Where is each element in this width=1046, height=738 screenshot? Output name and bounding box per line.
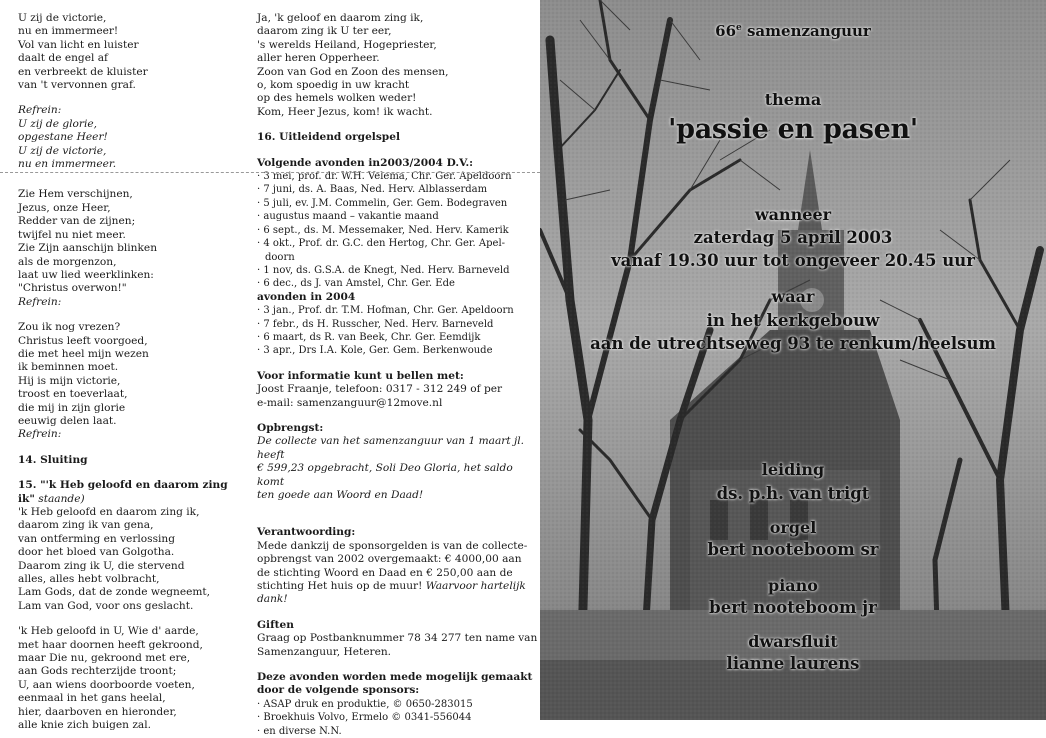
subheading: avonden in 2004: [257, 290, 356, 303]
song-note: staande): [38, 492, 85, 505]
section-heading: Giften: [257, 618, 294, 631]
list-item: · 6 dec., ds J. van Amstel, Chr. Ger. Ede: [257, 278, 455, 290]
list-item: · 3 mei, prof. dr. W.H. Velema, Chr. Ger. Apeldoorn: [257, 171, 512, 183]
text-line: ik beminnen moet.: [18, 361, 119, 374]
text-line: Zou ik nog vrezen?: [18, 321, 121, 334]
venue-address: aan de utrechtseweg 93 te renkum/heelsum: [590, 334, 996, 353]
text-line: alle knie zich buigen zal.: [18, 719, 151, 732]
pianist-name: bert nooteboom jr: [709, 598, 877, 617]
flute-label: dwarsfluit: [748, 632, 838, 651]
lead-label: leiding: [761, 460, 825, 479]
text-line: U, aan wiens doorboorde voeten,: [18, 678, 195, 691]
dates-2004-list: [257, 304, 539, 358]
refrain-label: Refrein:: [18, 428, 62, 441]
theme-title: 'passie en pasen': [668, 114, 918, 145]
flutist-name: lianne laurens: [726, 654, 860, 673]
text-line: daarom zing ik van gena,: [18, 519, 154, 532]
text-line: o, kom spoedig in uw kracht: [257, 79, 410, 92]
text-line: Redder van de zijnen;: [18, 215, 136, 228]
text-line: Kom, Heer Jezus, kom! ik wacht.: [257, 105, 433, 118]
list-item: · ASAP druk en produktie, © 0650-283015: [257, 698, 473, 710]
list-item: · 7 febr., ds H. Russcher, Ned. Herv. Barneveld: [257, 318, 494, 330]
yield-text: [257, 435, 539, 502]
song-15-verse-2: [18, 625, 243, 732]
when-label: wanneer: [754, 205, 832, 224]
text-line: 'k Heb geloofd en daarom zing ik,: [18, 506, 200, 518]
refrain-1: [18, 104, 243, 171]
text-line: Refrein:: [18, 104, 62, 117]
list-item: · 5 juli, ev. J.M. Commelin, Ger. Gem. Bodegraven: [257, 197, 508, 209]
text-line: met haar doornen heeft gekroond,: [18, 638, 203, 651]
text-line: alles, alles hebt volbracht,: [18, 573, 160, 586]
list-item: · 1 nov, ds. G.S.A. de Knegt, Ned. Herv. Barneveld: [257, 264, 510, 276]
text-line: troost en toeverlaat,: [18, 388, 128, 401]
list-item: · 6 maart, ds R. van Beek, Chr. Ger. Eemdijk: [257, 331, 481, 343]
text-line: van 't vervonnen graf.: [18, 79, 136, 92]
text-line: de stichting Woord en Daad en € 250,00 aan de: [257, 566, 513, 579]
list-item: · en diverse N.N.: [257, 725, 342, 737]
text-line: hier, daarboven en hieronder,: [18, 705, 177, 718]
text-line: op des hemels wolken weder!: [257, 92, 417, 105]
section-heading: Deze avonden worden mede mogelijk gemaakt: [257, 671, 533, 684]
list-item: doorn: [265, 251, 295, 263]
text-line: aan Gods rechterzijde troont;: [18, 665, 177, 678]
edition-title: 66e samenzanguur: [715, 22, 871, 40]
verse-3: [18, 321, 243, 442]
text-line: opgestane Heer!: [18, 131, 108, 144]
section-heading: Volgende avonden in2003/2004 D.V.:: [257, 156, 474, 169]
text-line: Vol van licht en luister: [18, 38, 139, 51]
text-line: Mede dankzij de sponsorgelden is van de collecte-: [257, 539, 528, 552]
text-line: "Christus overwon!": [18, 282, 127, 295]
text-line: eenmaal in het gans heelal,: [18, 692, 166, 705]
piano-label: piano: [768, 576, 818, 595]
list-item: · 6 sept., ds. M. Messemaker, Ned. Herv. Kamerik: [257, 224, 509, 236]
event-time: vanaf 19.30 uur tot ongeveer 20.45 uur: [611, 251, 975, 270]
organist-name: bert nooteboom sr: [707, 540, 879, 559]
text-line: De collecte van het samenzanguur van 1 maart jl. heeft: [257, 435, 524, 461]
section-heading: door de volgende sponsors:: [257, 684, 420, 697]
text-line: Lam Gods, dat de zonde wegneemt,: [18, 586, 211, 599]
text-line: die mij in zijn glorie: [18, 401, 126, 414]
section-heading: Voor informatie kunt u bellen met:: [257, 369, 464, 382]
contact-phone: Joost Fraanje, telefoon: 0317 - 312 249 of per: [257, 383, 503, 396]
lead-name: ds. p.h. van trigt: [716, 484, 870, 503]
info-column: [257, 12, 539, 738]
text-line: Lam van God, voor ons geslacht.: [18, 599, 194, 612]
text-line: € 599,23 opgebracht, Soli Deo Gloria, het saldo komt: [257, 462, 513, 488]
text-line: van ontferming en verlossing: [18, 532, 176, 545]
text-line: twijfel nu niet meer.: [18, 228, 126, 241]
venue: in het kerkgebouw: [706, 311, 880, 330]
text-line: nu en immermeer.: [18, 158, 117, 171]
text-line: door het bloed van Golgotha.: [18, 546, 175, 559]
text-line: Samenzanguur, Heteren.: [257, 645, 392, 658]
dates-2003-list: [257, 170, 539, 291]
verse-2: [18, 188, 243, 309]
theme-label: thema: [764, 90, 822, 109]
text-line: Christus leeft voorgoed,: [18, 334, 148, 347]
text-line: Graag op Postbanknummer 78 34 277 ten name van: [257, 632, 538, 645]
hymn-column: [18, 12, 243, 733]
section-heading: Verantwoording:: [257, 526, 356, 539]
list-item: · 7 juni, ds. A. Baas, Ned. Herv. Alblasserdam: [257, 184, 488, 196]
section-heading: Opbrengst:: [257, 421, 324, 434]
section-heading: 14. Sluiting: [18, 453, 88, 466]
text-line: Zie Hem verschijnen,: [18, 188, 133, 201]
sponsor-list: [257, 698, 539, 738]
list-item: · 3 jan., Prof. dr. T.M. Hofman, Chr. Ger. Apeldoorn: [257, 305, 514, 317]
section-heading: 16. Uitleidend orgelspel: [257, 131, 400, 144]
fold-line: [0, 172, 540, 173]
text-line: dank!: [257, 593, 288, 606]
account-text: [257, 540, 539, 607]
list-item: · augustus maand – vakantie maand: [257, 211, 439, 223]
text-line: Jezus, onze Heer,: [18, 201, 111, 214]
text-line: Zie Zijn aanschijn blinken: [18, 242, 158, 255]
list-item: · Broekhuis Volvo, Ermelo © 0341-556044: [257, 712, 472, 724]
organ-label: orgel: [769, 518, 817, 537]
text-line: als de morgenzon,: [18, 255, 117, 268]
text-line: die met heel mijn wezen: [18, 347, 149, 360]
text-line: laat uw lied weerklinken:: [18, 268, 154, 281]
song-heading: [18, 479, 243, 506]
text-line: daarom zing ik U ter eer,: [257, 25, 392, 38]
text-line: en verbreekt de kluister: [18, 65, 148, 78]
text-line: U zij de glorie,: [18, 117, 97, 130]
event-date: zaterdag 5 april 2003: [693, 228, 893, 247]
text-line: 'k Heb geloofd in U, Wie d' aarde,: [18, 625, 199, 638]
text-line: 's werelds Heiland, Hogepriester,: [257, 38, 437, 51]
text-line: Ja, 'k geloof en daarom zing ik,: [257, 12, 424, 24]
text-line: eeuwig delen laat.: [18, 414, 117, 427]
contact-email: e-mail: samenzanguur@12move.nl: [257, 396, 443, 409]
text-line: maar Die nu, gekroond met ere,: [18, 652, 191, 665]
text-line: Daarom zing ik U, die stervend: [18, 559, 185, 572]
list-item: · 4 okt., Prof. dr. G.C. den Hertog, Chr. Ger. Apel-: [257, 238, 506, 250]
text-line: stichting Het huis op de muur! Waarvoor hartelijk: [257, 580, 526, 593]
text-line: ten goede aan Woord en Daad!: [257, 489, 424, 501]
text-line: aller heren Opperheer.: [257, 52, 380, 65]
text-line: daalt de engel af: [18, 52, 108, 65]
song-title: 15. "'k Heb geloofd en daarom zing ik": [18, 479, 228, 505]
text-line: U zij de victorie,: [18, 12, 107, 24]
song-15-verse-1: [18, 506, 243, 613]
where-label: waar: [771, 287, 815, 306]
text-line: opbrengst van 2002 overgemaakt: € 4000,00 aan: [257, 553, 522, 566]
verse-1: [18, 12, 243, 92]
list-item: · 3 apr., Drs I.A. Kole, Ger. Gem. Berkenwoude: [257, 345, 493, 357]
text-line: Hij is mijn victorie,: [18, 374, 121, 387]
text-line: U zij de victorie,: [18, 144, 107, 157]
text-line: Zoon van God en Zoon des mensen,: [257, 65, 449, 78]
refrain-label: Refrein:: [18, 295, 62, 308]
verse-top: [257, 12, 539, 119]
text-line: nu en immermeer!: [18, 25, 119, 38]
